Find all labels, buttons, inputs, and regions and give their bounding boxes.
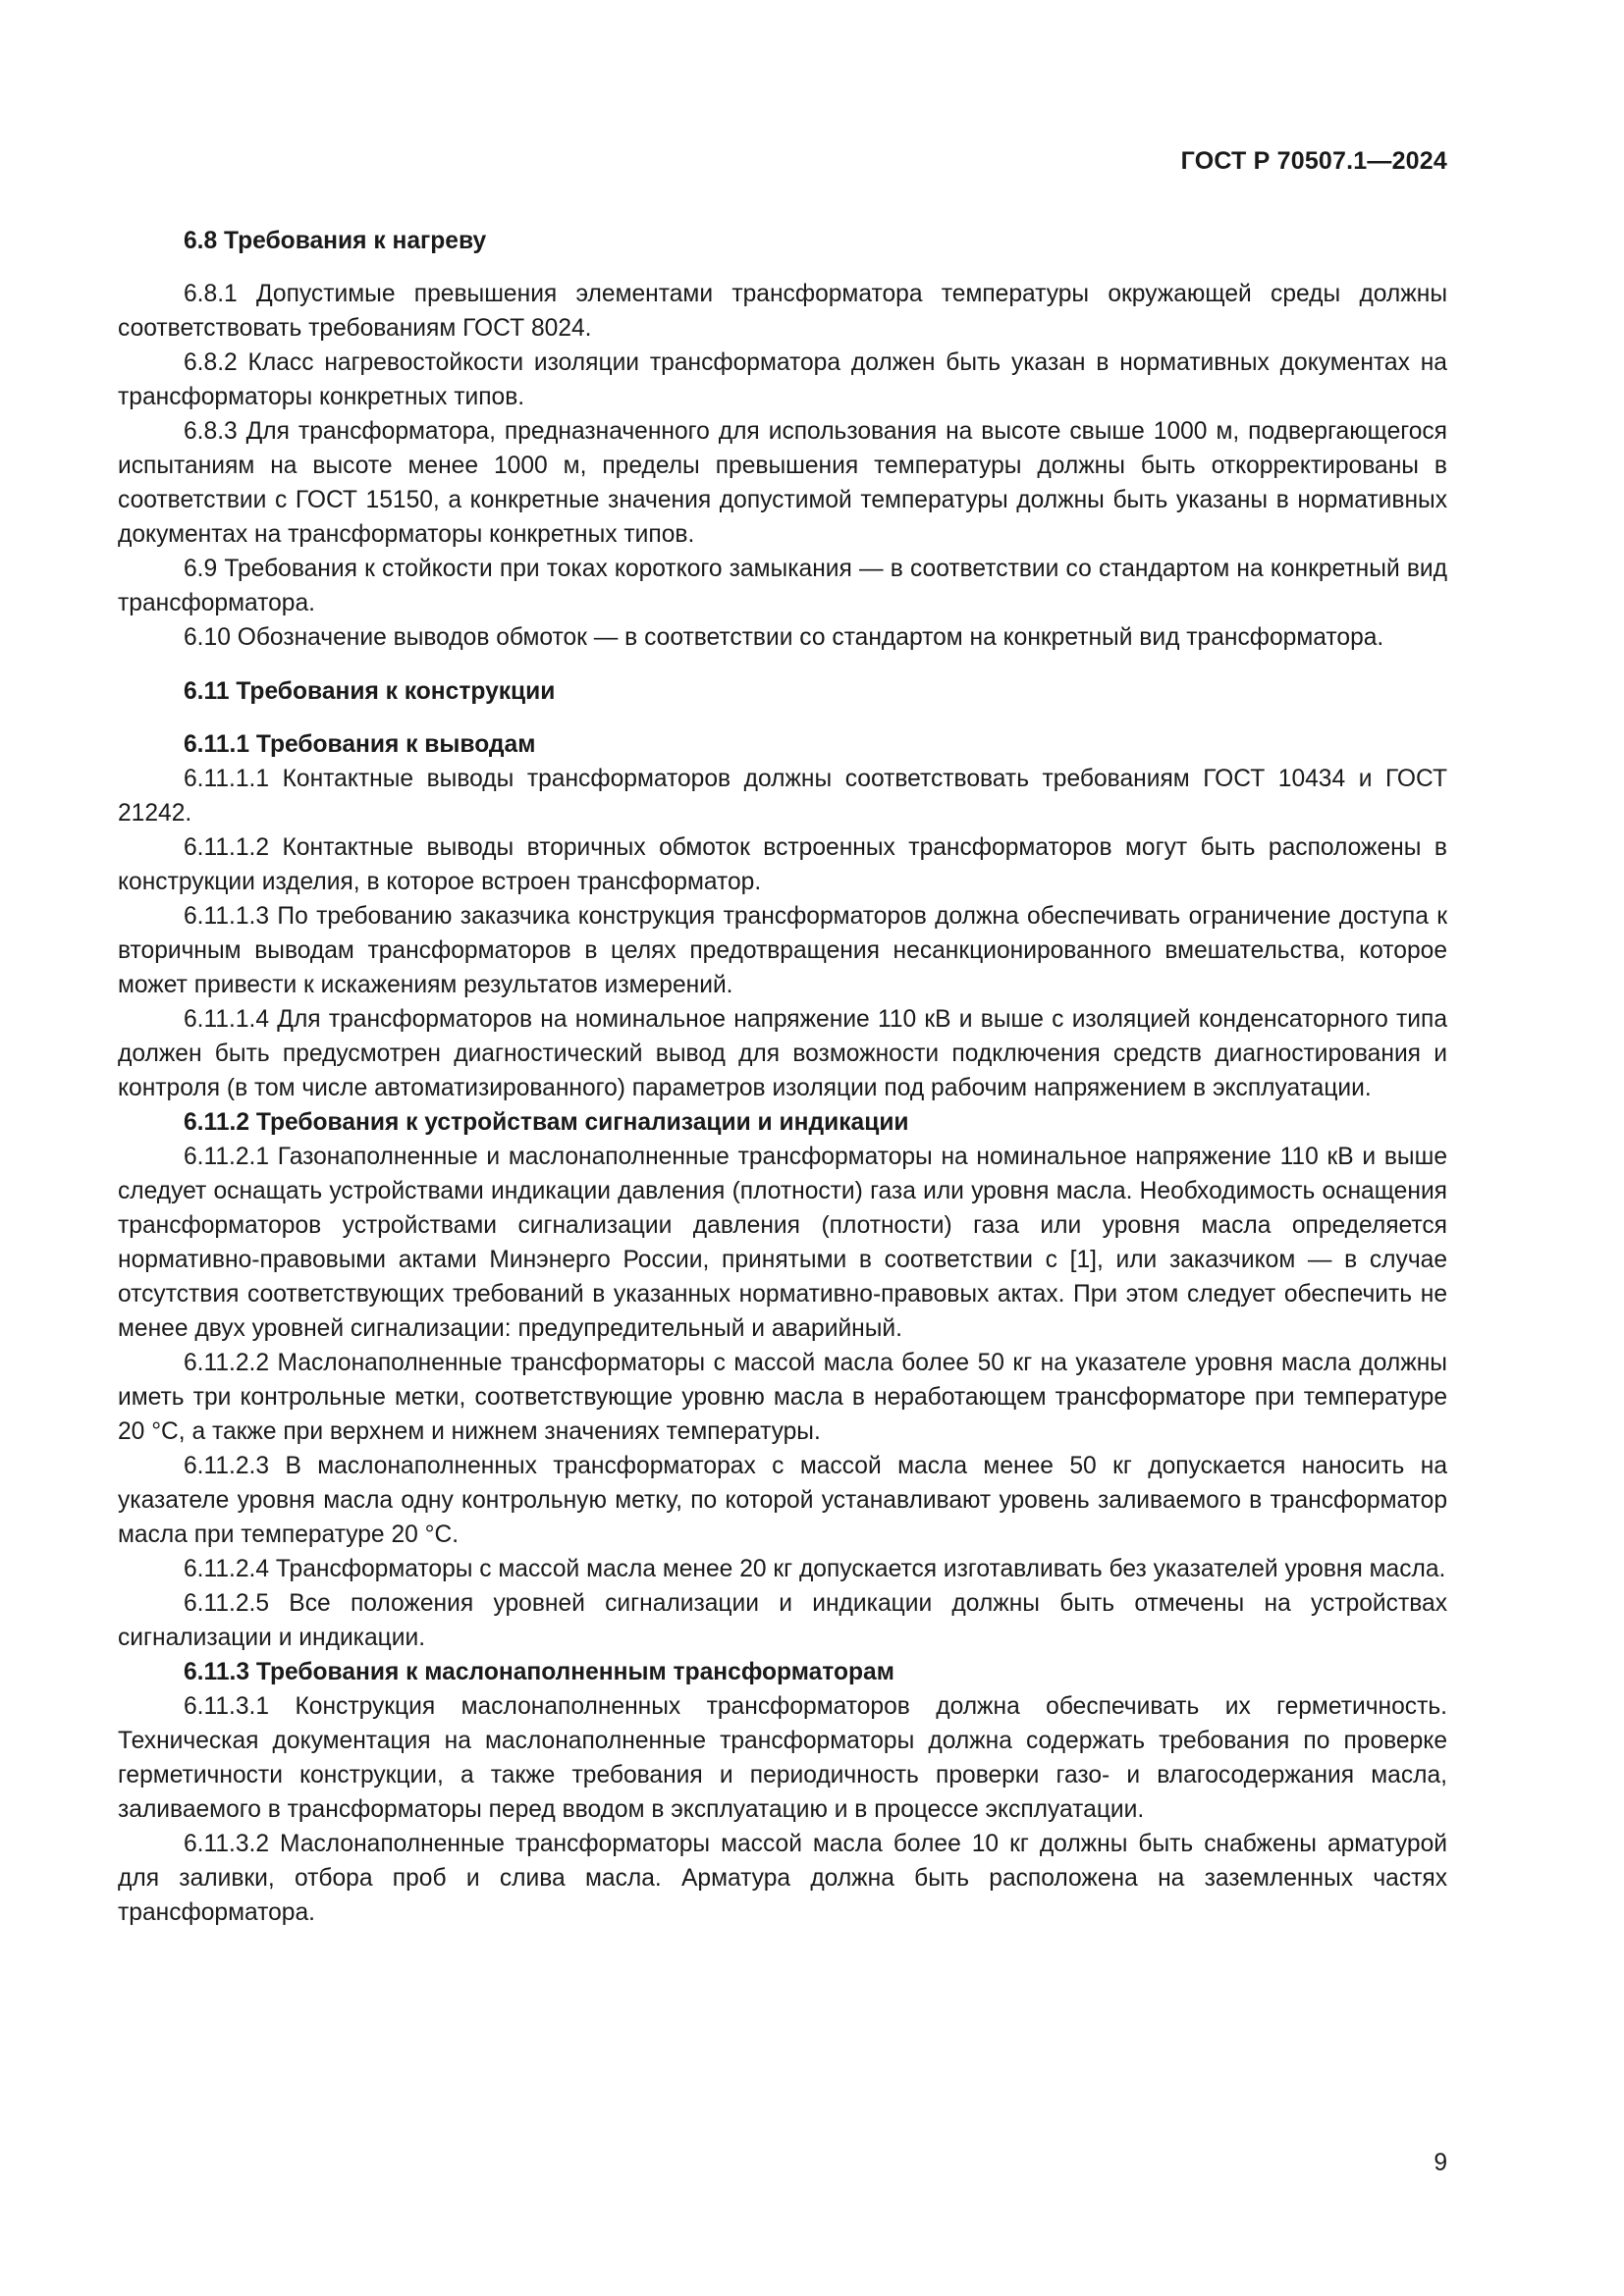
paragraph-6-11-2-4: 6.11.2.4 Трансформаторы с массой масла менее 20 кг допускается изготавливать без указателей уровня масла. <box>184 1556 1446 1582</box>
document-page <box>118 0 1447 2296</box>
subsection-heading-6-11-3: 6.11.3 Требования к маслонаполненным трансформаторам <box>184 1659 894 1685</box>
document-code-header: ГОСТ Р 70507.1—2024 <box>1180 147 1447 175</box>
paragraph-6-8-2: 6.8.2 Класс нагревостойкости изоляции трансформатора должен быть указан в нормативных документах на трансформаторы конкретных типов. <box>118 349 1447 410</box>
paragraph-6-11-1-1: 6.11.1.1 Контактные выводы трансформаторов должны соответствовать требованиям ГОСТ 10434 и ГОСТ 21242. <box>118 766 1447 827</box>
paragraph-6-11-3-2: 6.11.3.2 Маслонаполненные трансформаторы массой масла более 10 кг должны быть снабжены арматурой для заливки, отбора проб и слива масла. Арматура должна быть расположена на заземленных частях трансформатора. <box>118 1831 1447 1926</box>
paragraph-6-9: 6.9 Требования к стойкости при токах короткого замыкания — в соответствии со стандартом на конкретный вид трансформатора. <box>118 556 1447 616</box>
paragraph-6-11-1-2: 6.11.1.2 Контактные выводы вторичных обмоток встроенных трансформаторов могут быть расположены в конструкции изделия, в которое встроен трансформатор. <box>118 834 1447 895</box>
paragraph-6-11-2-2: 6.11.2.2 Маслонаполненные трансформаторы с массой масла более 50 кг на указателе уровня масла должны иметь три контрольные метки, соответствующие уровню масла в неработающем трансформаторе при температуре 20 °С, а также при верхнем и нижнем значениях температуры. <box>118 1350 1447 1445</box>
subsection-heading-6-11-2: 6.11.2 Требования к устройствам сигнализации и индикации <box>184 1109 909 1136</box>
section-heading-6-8: 6.8 Требования к нагреву <box>184 228 487 254</box>
paragraph-6-11-2-3: 6.11.2.3 В маслонаполненных трансформаторах с массой масла менее 50 кг допускается наносить на указателе уровня масла одну контрольную метку, по которой устанавливают уровень заливаемого в трансформатор масла при температуре 20 °С. <box>118 1453 1447 1548</box>
section-heading-6-11: 6.11 Требования к конструкции <box>184 678 556 705</box>
paragraph-6-10: 6.10 Обозначение выводов обмоток — в соответствии со стандартом на конкретный вид трансформатора. <box>184 624 1384 651</box>
paragraph-6-11-1-3: 6.11.1.3 По требованию заказчика конструкция трансформаторов должна обеспечивать ограничение доступа к вторичным выводам трансформаторов в целях предотвращения несанкционированного вмешательства, которое может привести к искажениям результатов измерений. <box>118 903 1447 998</box>
paragraph-6-11-3-1: 6.11.3.1 Конструкция маслонаполненных трансформаторов должна обеспечивать их герметичность. Техническая документация на маслонаполненные трансформаторы должна содержать требования по проверке герметичности конструкции, а также требования и периодичность проверки газо- и влагосодержания масла, заливаемого в трансформаторы перед вводом в эксплуатацию и в процессе эксплуатации. <box>118 1693 1447 1823</box>
paragraph-6-8-3: 6.8.3 Для трансформатора, предназначенного для использования на высоте свыше 1000 м, подвергающегося испытаниям на высоте менее 1000 м, пределы превышения температуры должны быть откорректированы в соответствии с ГОСТ 15150, а конкретные значения допустимой температуры должны быть указаны в нормативных документах на трансформаторы конкретных типов. <box>118 418 1447 548</box>
subsection-heading-6-11-1: 6.11.1 Требования к выводам <box>184 731 536 758</box>
paragraph-6-11-2-1: 6.11.2.1 Газонаполненные и маслонаполненные трансформаторы на номинальное напряжение 110 кВ и выше следует оснащать устройствами индикации давления (плотности) газа или уровня масла. Необходимость оснащения трансформаторов устройствами сигнализации давления (плотности) газа или уровня масла определяется нормативно-правовыми актами Минэнерго России, принятыми в соответствии с [1], или заказчиком — в случае отсутствия соответствующих требований в указанных нормативно-правовых актах. При этом следует обеспечить не менее двух уровней сигнализации: предупредительный и аварийный. <box>118 1144 1447 1342</box>
paragraph-6-11-2-5: 6.11.2.5 Все положения уровней сигнализации и индикации должны быть отмечены на устройствах сигнализации и индикации. <box>118 1590 1447 1651</box>
document-body <box>118 224 1447 1930</box>
page-number: 9 <box>1434 2150 1447 2176</box>
paragraph-6-11-1-4: 6.11.1.4 Для трансформаторов на номинальное напряжение 110 кВ и выше с изоляцией конденсаторного типа должен быть предусмотрен диагностический вывод для возможности подключения средств диагностирования и контроля (в том числе автоматизированного) параметров изоляции под рабочим напряжением в эксплуатации. <box>118 1006 1447 1101</box>
paragraph-6-8-1: 6.8.1 Допустимые превышения элементами трансформатора температуры окружающей среды должны соответствовать требованиям ГОСТ 8024. <box>118 281 1447 342</box>
